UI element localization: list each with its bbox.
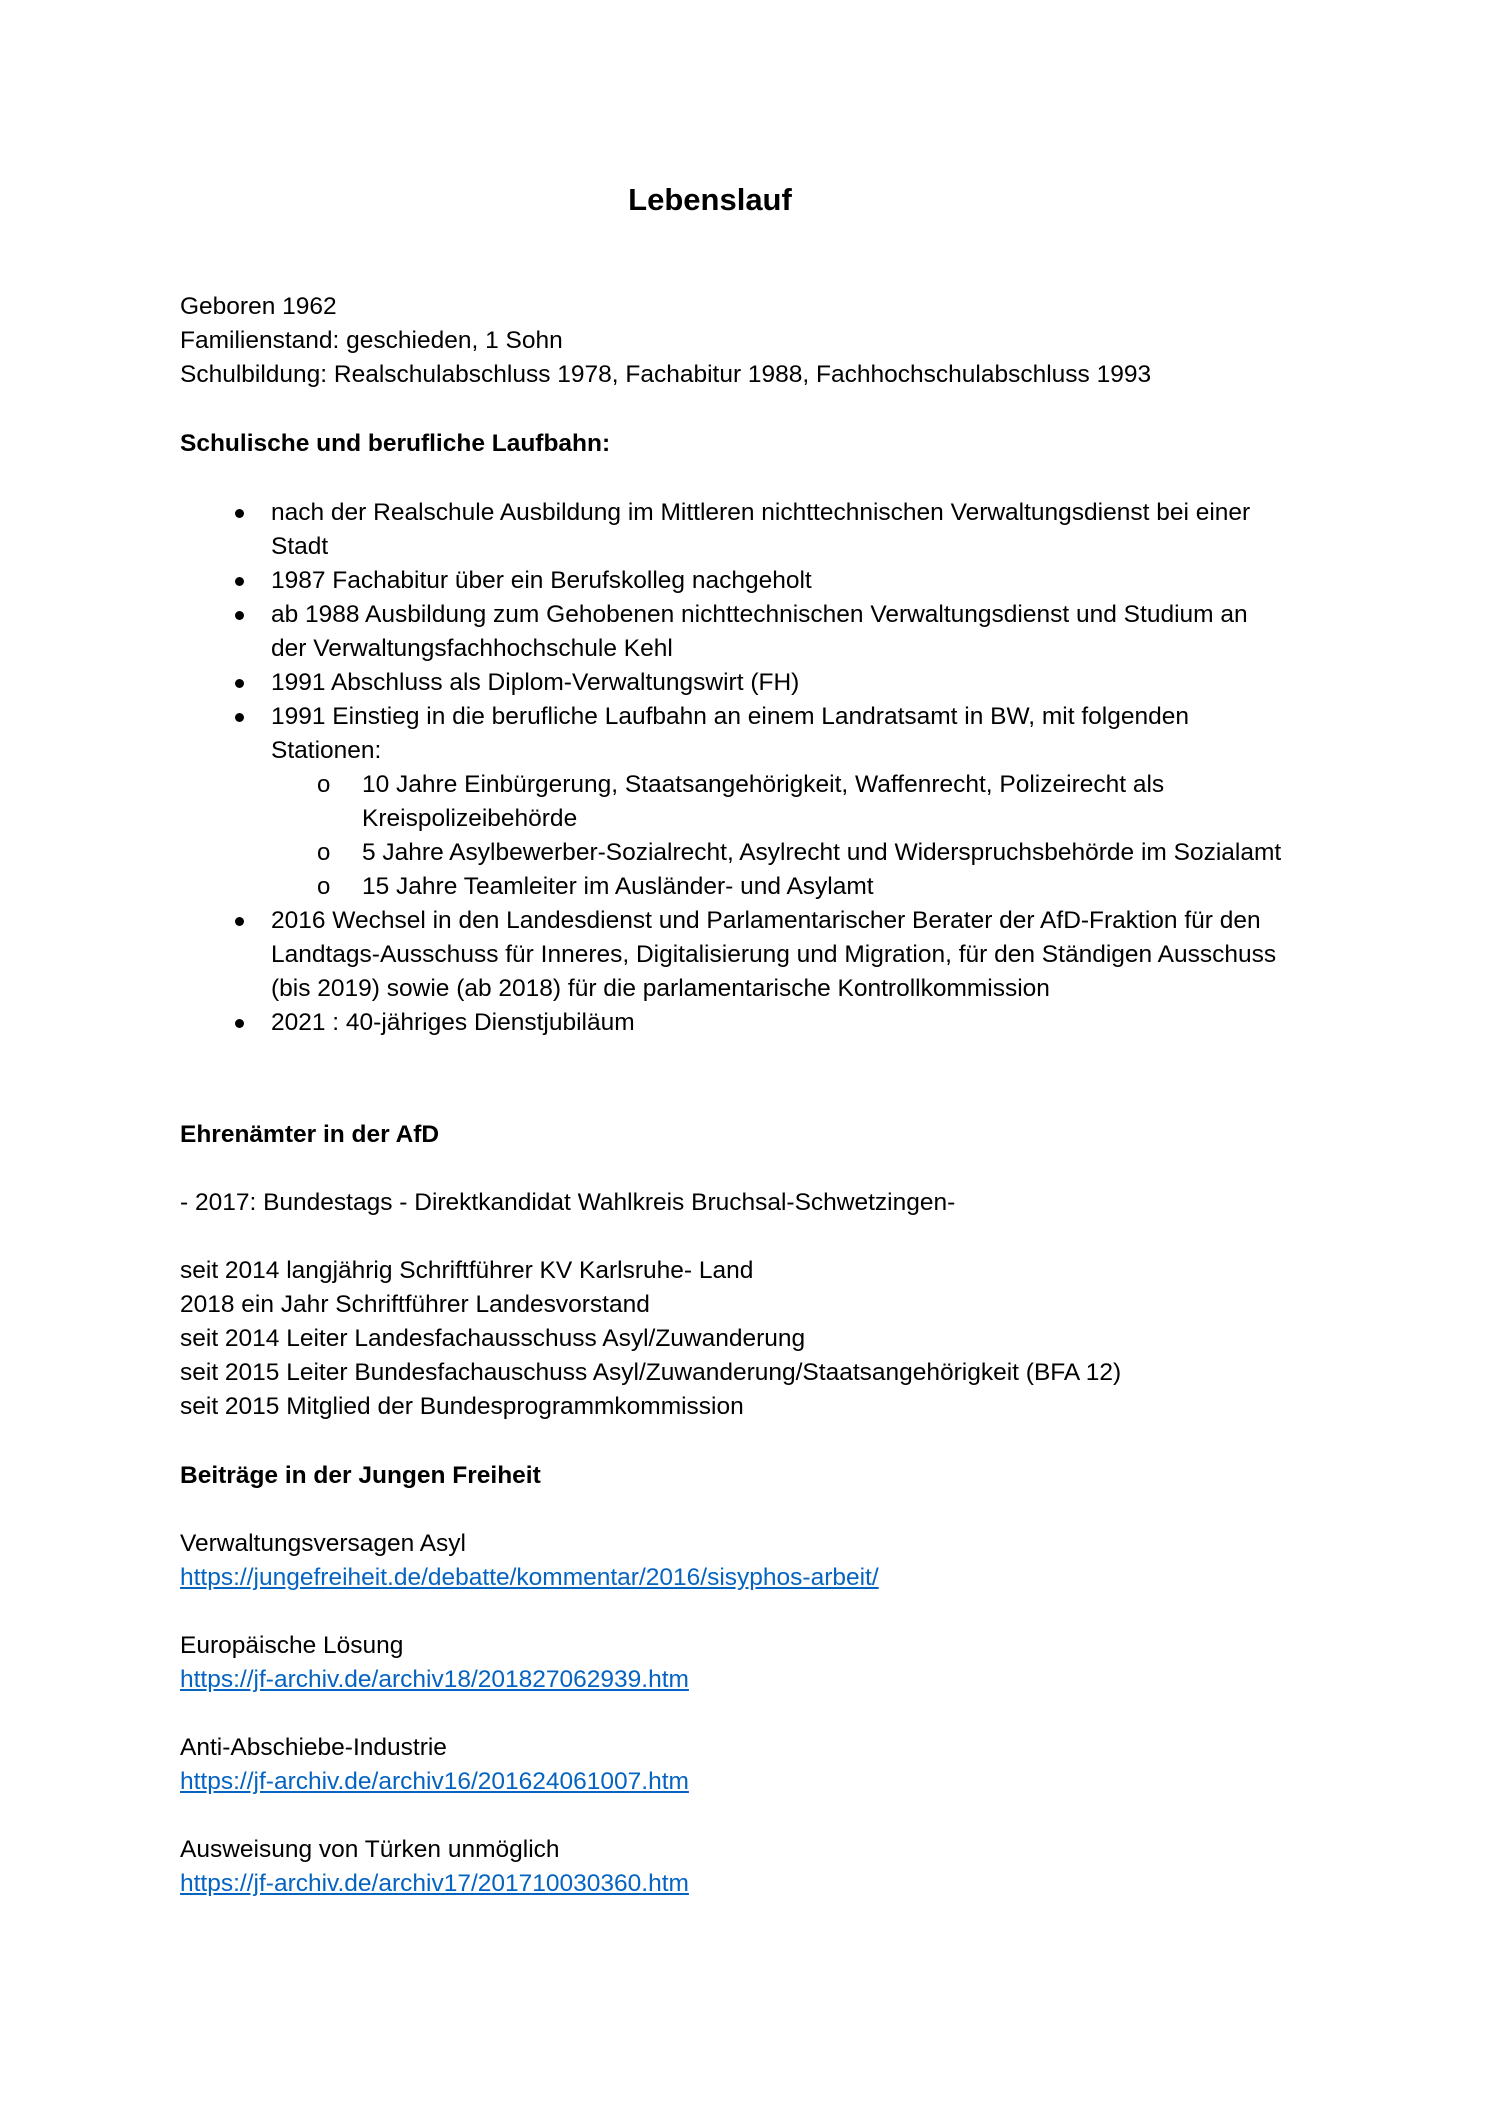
stations-list (271, 768, 1350, 904)
bullet-icon (235, 1019, 244, 1028)
role-line: seit 2014 langjährig Schriftführer KV Karlsruhe- Land (180, 1257, 754, 1284)
bullet-icon (235, 713, 244, 722)
sub-list-item: o 5 Jahre Asylbewerber-Sozialrecht, Asylrecht und Widerspruchsbehörde im Sozialamt (271, 836, 1350, 870)
role-line: seit 2014 Leiter Landesfachausschuss Asyl/Zuwanderung (180, 1325, 806, 1352)
role-line: seit 2015 Mitglied der Bundesprogrammkommission (180, 1393, 744, 1420)
article-title: Anti-Abschiebe-Industrie (180, 1734, 447, 1761)
honorary-roles (180, 1254, 1360, 1424)
article-entry (180, 1629, 1360, 1697)
article-entry (180, 1731, 1360, 1799)
list-item: 1991 Abschluss als Diplom-Verwaltungswirt (FH) (180, 666, 1350, 700)
circle-bullet-icon: o (317, 839, 331, 866)
article-entry (180, 1833, 1360, 1901)
article-link[interactable]: https://jf-archiv.de/archiv18/201827062939.htm (180, 1666, 689, 1693)
list-item: nach der Realschule Ausbildung im Mittleren nichttechnischen Verwaltungsdienst bei einer Stadt (180, 496, 1350, 564)
list-item: ab 1988 Ausbildung zum Gehobenen nichttechnischen Verwaltungsdienst und Studium an der Verwaltungsfachhochschule Kehl (180, 598, 1350, 666)
candidacy-line: - 2017: Bundestags - Direktkandidat Wahlkreis Bruchsal-Schwetzingen- (180, 1189, 956, 1216)
document-title: Lebenslauf (628, 182, 792, 217)
article-title: Verwaltungsversagen Asyl (180, 1530, 466, 1557)
list-item: 2021 : 40-jähriges Dienstjubiläum (180, 1006, 1350, 1040)
circle-bullet-icon: o (317, 873, 331, 900)
role-line: 2018 ein Jahr Schriftführer Landesvorstand (180, 1291, 650, 1318)
birth-line: Geboren 1962 (180, 293, 337, 320)
career-list (180, 496, 1350, 1040)
circle-bullet-icon: o (317, 771, 331, 798)
honorary-heading: Ehrenämter in der AfD (180, 1121, 440, 1148)
bullet-icon (235, 917, 244, 926)
bullet-icon (235, 611, 244, 620)
education-line: Schulbildung: Realschulabschluss 1978, Fachabitur 1988, Fachhochschulabschluss 1993 (180, 361, 1152, 388)
sub-list-item: o 15 Jahre Teamleiter im Ausländer- und Asylamt (271, 870, 1350, 904)
bullet-icon (235, 509, 244, 518)
article-title: Europäische Lösung (180, 1632, 404, 1659)
list-item: 1991 Einstieg in die berufliche Laufbahn an einem Landratsamt in BW, mit folgenden Stationen: o 10 Jahre Einbürgerung, Staatsangehörigkeit, Waffenrecht, Polizeirecht als Kreispolizeibehörde o 5 Jahre Asylbewerber-Sozialrecht, Asylrecht und Widerspruchsbehörde im Sozialamt o 15 Jahre Teamleiter im Ausländer- und Asylamt (180, 700, 1350, 904)
sub-list-item: o 10 Jahre Einbürgerung, Staatsangehörigkeit, Waffenrecht, Polizeirecht als Kreispolizeibehörde (271, 768, 1350, 836)
personal-info (180, 290, 1360, 392)
family-status-line: Familienstand: geschieden, 1 Sohn (180, 327, 563, 354)
list-item: 1987 Fachabitur über ein Berufskolleg nachgeholt (180, 564, 1350, 598)
article-link[interactable]: https://jf-archiv.de/archiv17/201710030360.htm (180, 1870, 689, 1897)
articles-heading: Beiträge in der Jungen Freiheit (180, 1462, 541, 1489)
article-title: Ausweisung von Türken unmöglich (180, 1836, 560, 1863)
career-heading: Schulische und berufliche Laufbahn: (180, 430, 611, 457)
article-entry (180, 1527, 1360, 1595)
article-link[interactable]: https://jungefreiheit.de/debatte/kommentar/2016/sisyphos-arbeit/ (180, 1564, 879, 1591)
bullet-icon (235, 679, 244, 688)
bullet-icon (235, 577, 244, 586)
list-item: 2016 Wechsel in den Landesdienst und Parlamentarischer Berater der AfD-Fraktion für den Landtags-Ausschuss für Inneres, Digitalisierung und Migration, für den Ständigen Ausschuss (bis 2019) sowie (ab 2018) für die parlamentarische Kontrollkommission (180, 904, 1350, 1006)
role-line: seit 2015 Leiter Bundesfachauschuss Asyl/Zuwanderung/Staatsangehörigkeit (BFA 12) (180, 1359, 1122, 1386)
article-link[interactable]: https://jf-archiv.de/archiv16/201624061007.htm (180, 1768, 689, 1795)
